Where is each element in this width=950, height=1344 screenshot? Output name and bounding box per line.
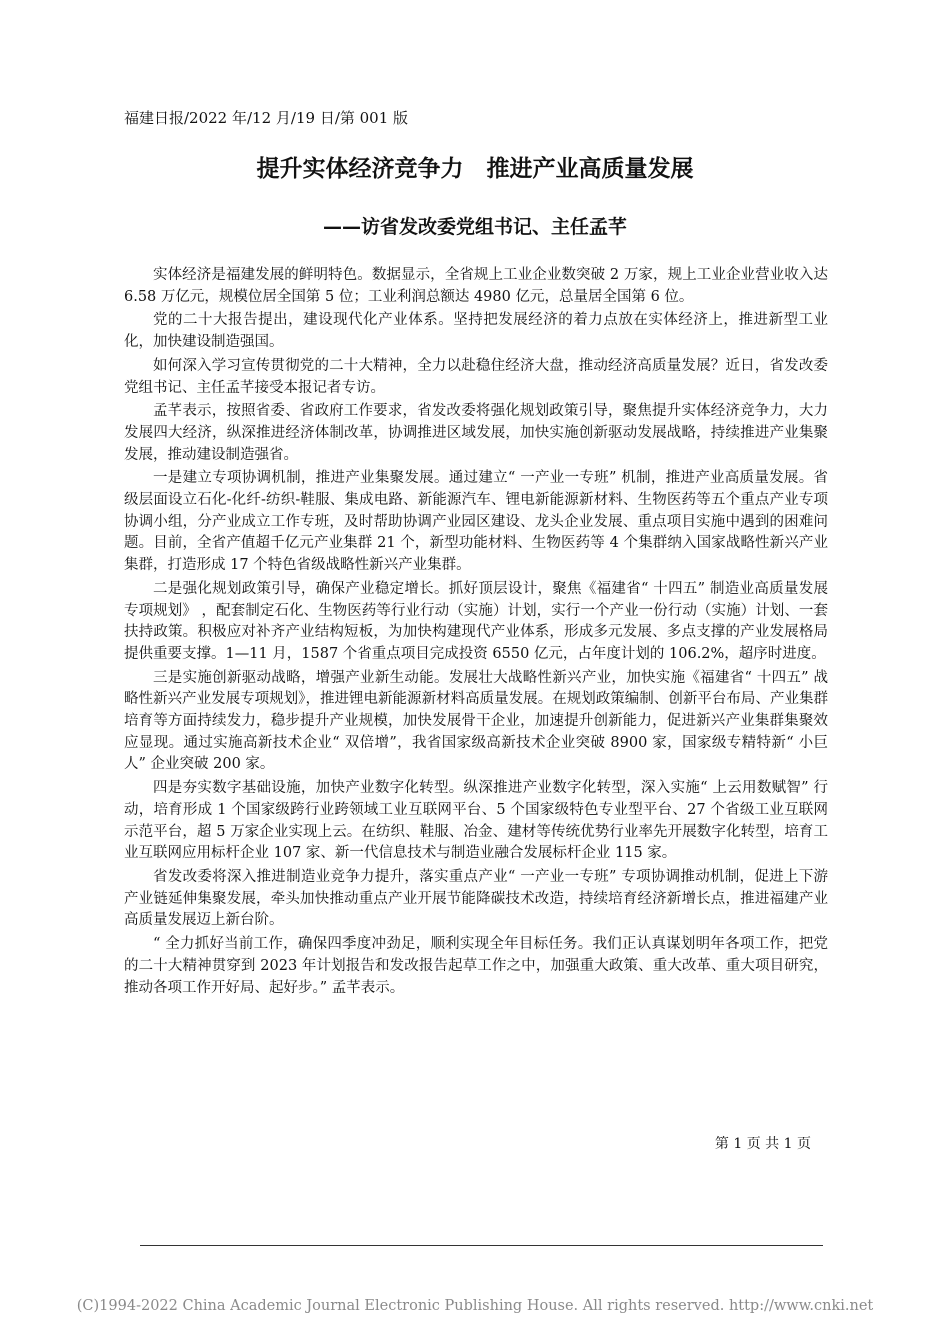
paragraph: “ 全力抓好当前工作，确保四季度冲劲足，顺利实现全年目标任务。我们正认真谋划明年各项工作，把党的二十大精神贯穿到 2023 年计划报告和发改报告起草工作之中，加强重大政策、重大改革、重大项目研究，推动各项工作开好局、起好步。” 孟芊表示。: [124, 936, 828, 996]
source-line: 福建日报/2022 年/12 月/19 日/第 001 版: [124, 109, 409, 127]
paragraph: 三是实施创新驱动战略，增强产业新生动能。发展壮大战略性新兴产业，加快实施《福建省“ 十四五” 战略性新兴产业发展专项规划》，推进锂电新能源新材料高质量发展。在规划政策编制、创新平台布局、产业集群培育等方面持续发力，稳步提升产业规模，加快发展骨干企业，加速提升创新能力，促进新兴产业集群集聚效应显现。通过实施高新技术企业“ 双倍增”，我省国家级高新技术企业突破 8900 家，国家级专精特新“ 小巨人” 企业突破 200 家。: [124, 669, 828, 773]
page-indicator: 第 1 页 共 1 页: [714, 1136, 811, 1152]
paragraph: 省发改委将深入推进制造业竞争力提升，落实重点产业“ 一产业一专班” 专项协调推动机制，促进上下游产业链延伸集聚发展，牵头加快推动重点产业开展节能降碳技术改造，持续培育经济新增长点，推进福建产业高质量发展迈上新台阶。: [124, 868, 828, 929]
article-subtitle: ——访省发改委党组书记、主任孟芊: [322, 216, 627, 238]
paragraph: 实体经济是福建发展的鲜明特色。数据显示，全省规上工业企业数突破 2 万家，规上工业企业营业收入达 6.58 万亿元，规模位居全国第 5 位；工业利润总额达 4980 亿元，总量居全国第 6 位。: [124, 267, 828, 305]
paragraph: 党的二十大报告提出，建设现代化产业体系。坚持把发展经济的着力点放在实体经济上，推进新型工业化，加快建设制造强国。: [124, 312, 828, 351]
article-body: [124, 265, 828, 1001]
paragraph: 四是夯实数字基础设施，加快产业数字化转型。纵深推进产业数字化转型，深入实施“ 上云用数赋智” 行动，培育形成 1 个国家级跨行业跨领域工业互联网平台、5 个国家级特色专业型平台、27 个省级工业互联网示范平台，超 5 万家企业实现上云。在纺织、鞋服、冶金、建材等传统优势行业率先开展数字化转型，培育工业互联网应用标杆企业 107 家、新一代信息技术与制造业融合发展标杆企业 115 家。: [124, 780, 828, 862]
paragraph: 一是建立专项协调机制，推进产业集聚发展。通过建立“ 一产业一专班” 机制，推进产业高质量发展。省级层面设立石化-化纤-纺织-鞋服、集成电路、新能源汽车、锂电新能源新材料、生物医药等五个重点产业专项协调小组，分产业成立工作专班，及时帮助协调产业园区建设、龙头企业发展、重点项目实施中遇到的困难问题。目前，全省产值超千亿元产业集群 21 个，新型功能材料、生物医药等 4 个集群纳入国家战略性新兴产业集群，打造形成 17 个特色省级战略性新兴产业集群。: [124, 470, 828, 574]
paragraph: 孟芊表示，按照省委、省政府工作要求，省发改委将强化规划政策引导，聚焦提升实体经济竞争力，大力发展四大经济，纵深推进经济体制改革，协调推进区域发展，加快实施创新驱动发展战略，持续推进产业集聚发展，推动建设制造强省。: [124, 403, 828, 463]
paragraph: 二是强化规划政策引导，确保产业稳定增长。抓好顶层设计，聚焦《福建省“ 十四五” 制造业高质量发展专项规划》 ，配套制定石化、生物医药等行业行动（实施）计划，实行一个产业一份行动（实施）计划、一套扶持政策。积极应对补齐产业结构短板，为加快构建现代产业体系，形成多元发展、多点支撑的产业发展格局提供重要支撑。1—11 月，1587 个省重点项目完成投资 6550 亿元，占年度计划的 106.2%，超序时进度。: [124, 580, 828, 662]
article-title: 提升实体经济竞争力 推进产业高质量发展: [256, 156, 694, 182]
paragraph: 如何深入学习宣传贯彻党的二十大精神，全力以赴稳住经济大盘，推动经济高质量发展？近日，省发改委党组书记、主任孟芊接受本报记者专访。: [124, 357, 828, 396]
footer-divider: [140, 1245, 823, 1246]
copyright-notice: (C)1994-2022 China Academic Journal Electronic Publishing House. All rights reserved. http://www.cnki.net: [76, 1298, 874, 1314]
